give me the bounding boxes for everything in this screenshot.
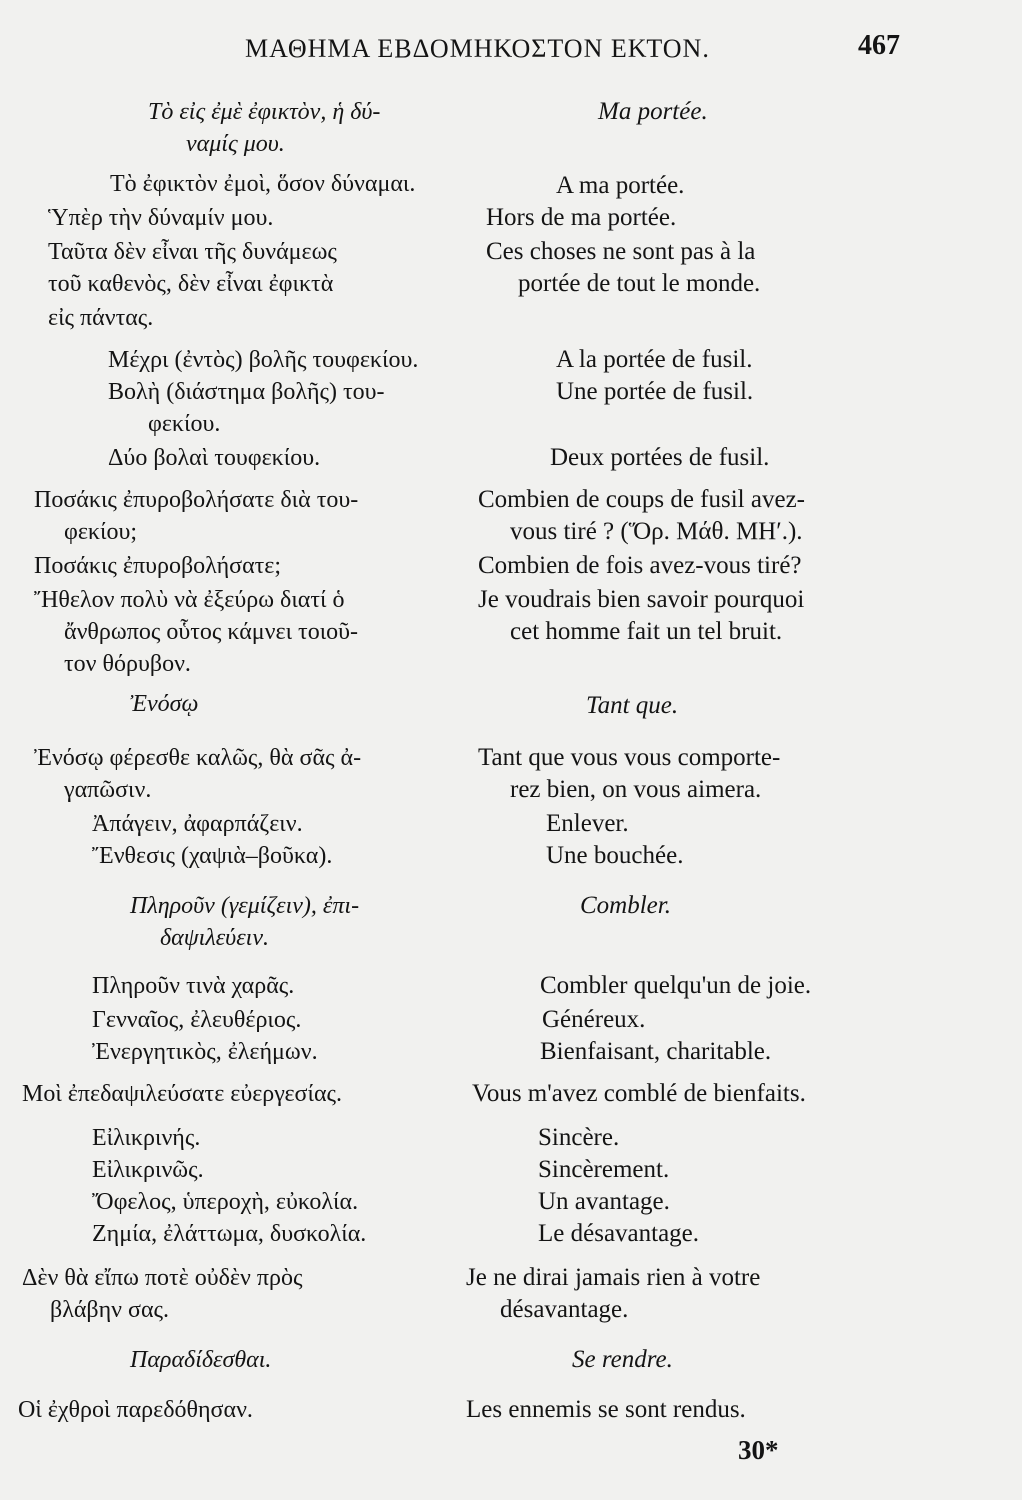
page-number: 467 xyxy=(858,30,900,61)
french-line: A la portée de fusil. xyxy=(556,346,753,373)
greek-line: Ἀπάγειν, ἀφαρπάζειν. xyxy=(92,811,303,837)
french-line: Généreux. xyxy=(542,1006,646,1033)
greek-line: Μοὶ ἐπεδαψιλεύσατε εὐεργεσίας. xyxy=(22,1081,343,1107)
greek-line: Ποσάκις ἐπυροβολήσατε; xyxy=(34,553,282,579)
greek-line: τον θόρυβον. xyxy=(64,651,191,677)
french-line: désavantage. xyxy=(500,1296,629,1323)
signature-mark: 30* xyxy=(738,1435,779,1465)
greek-line: Πληροῦν τινὰ χαρᾶς. xyxy=(92,973,295,999)
greek-line: Ἔνθεσις (χαψιὰ–βοῦκα). xyxy=(92,843,333,869)
french-line: Combien de coups de fusil avez- xyxy=(478,486,805,513)
french-line: vous tiré ? (Ὅρ. Μάθ. ΜΗʹ.). xyxy=(510,518,803,545)
greek-line: Βολὴ (διάστημα βολῆς) του- xyxy=(108,379,385,405)
greek-line: φεκίου. xyxy=(148,411,221,437)
greek-line: Γενναῖος, ἐλευθέριος. xyxy=(92,1007,302,1033)
greek-line: Ταῦτα δὲν εἶναι τῆς δυνάμεως xyxy=(48,239,337,265)
greek-line: ἄνθρωπος οὗτος κάμνει τοιοῦ- xyxy=(64,619,359,645)
french-line: rez bien, on vous aimera. xyxy=(510,776,762,803)
greek-line: Ἐνεργητικὸς, ἐλεήμων. xyxy=(92,1039,318,1065)
french-line: A ma portée. xyxy=(556,172,685,199)
greek-line: τοῦ καθενὸς, δὲν εἶναι ἐφικτὰ xyxy=(48,271,334,297)
greek-heading-line: Πληροῦν (γεμίζειν), ἐπι- xyxy=(130,893,360,919)
french-line: Sincère. xyxy=(538,1124,620,1151)
french-line: cet homme fait un tel bruit. xyxy=(510,618,783,645)
french-line: Ces choses ne sont pas à la xyxy=(486,238,756,265)
greek-line: Εἰλικρινῶς. xyxy=(92,1157,204,1183)
french-line: Une bouchée. xyxy=(546,842,684,869)
page-header-title: ΜΑΘΗΜΑ ΕΒΔΟΜΗΚΟΣΤΟΝ ΕΚΤΟΝ. xyxy=(245,34,710,63)
french-line: Je ne dirai jamais rien à votre xyxy=(466,1264,761,1291)
french-line: Hors de ma portée. xyxy=(486,204,677,231)
french-line: Tant que vous vous comporte- xyxy=(478,744,781,771)
greek-line: Μέχρι (ἐντὸς) βολῆς τουφεκίου. xyxy=(108,347,419,373)
greek-heading-line: Ἐνόσῳ xyxy=(130,691,199,717)
french-line: Combler quelqu'un de joie. xyxy=(540,972,812,999)
greek-line: Δύο βολαὶ τουφεκίου. xyxy=(108,445,321,471)
french-line: Le désavantage. xyxy=(538,1220,700,1247)
greek-line: γαπῶσιν. xyxy=(64,777,152,803)
greek-line: βλάβην σας. xyxy=(50,1297,170,1323)
greek-line: Εἰλικρινής. xyxy=(92,1125,201,1151)
french-heading-line: Combler. xyxy=(580,892,671,919)
french-line: Les ennemis se sont rendus. xyxy=(466,1396,746,1423)
french-line: Bienfaisant, charitable. xyxy=(540,1038,772,1065)
french-line: Vous m'avez comblé de bienfaits. xyxy=(472,1080,806,1107)
greek-line: Ἤθελον πολὺ νὰ ἐξεύρω διατί ὁ xyxy=(34,587,345,613)
french-heading-line: Ma portée. xyxy=(598,98,708,125)
french-line: Un avantage. xyxy=(538,1188,670,1215)
greek-line: Ἐνόσῳ φέρεσθε καλῶς, θὰ σᾶς ἀ- xyxy=(34,745,362,771)
french-heading-line: Tant que. xyxy=(586,692,679,719)
french-line: Combien de fois avez-vous tiré? xyxy=(478,552,802,579)
french-heading-line: Se rendre. xyxy=(572,1346,673,1373)
greek-line: Ζημία, ἐλάττωμα, δυσκολία. xyxy=(92,1221,367,1247)
greek-line: Οἱ ἐχθροὶ παρεδόθησαν. xyxy=(18,1397,253,1423)
greek-heading-line: δαψιλεύειν. xyxy=(160,925,269,951)
french-line: Enlever. xyxy=(546,810,629,837)
greek-line: Τὸ ἐφικτὸν ἐμοὶ, ὅσον δύναμαι. xyxy=(110,171,416,197)
greek-line: Ὄφελος, ὑπεροχὴ, εὐκολία. xyxy=(92,1189,359,1215)
greek-line: Ὑπὲρ τὴν δύναμίν μου. xyxy=(48,205,274,231)
greek-heading-line: ναμίς μου. xyxy=(186,131,285,157)
greek-heading-line: Παραδίδεσθαι. xyxy=(130,1347,272,1373)
french-line: Deux portées de fusil. xyxy=(550,444,770,471)
greek-line: Ποσάκις ἐπυροβολήσατε διὰ του- xyxy=(34,487,359,513)
french-line: portée de tout le monde. xyxy=(518,270,761,297)
french-line: Je voudrais bien savoir pourquoi xyxy=(478,586,805,613)
greek-line: εἰς πάντας. xyxy=(48,305,154,331)
greek-line: φεκίου; xyxy=(64,519,138,545)
greek-line: Δὲν θὰ εἴπω ποτὲ οὐδὲν πρὸς xyxy=(22,1265,303,1291)
greek-heading-line: Τὸ εἰς ἐμὲ ἐφικτὸν, ἡ δύ- xyxy=(148,99,381,125)
french-line: Une portée de fusil. xyxy=(556,378,754,405)
french-line: Sincèrement. xyxy=(538,1156,670,1183)
